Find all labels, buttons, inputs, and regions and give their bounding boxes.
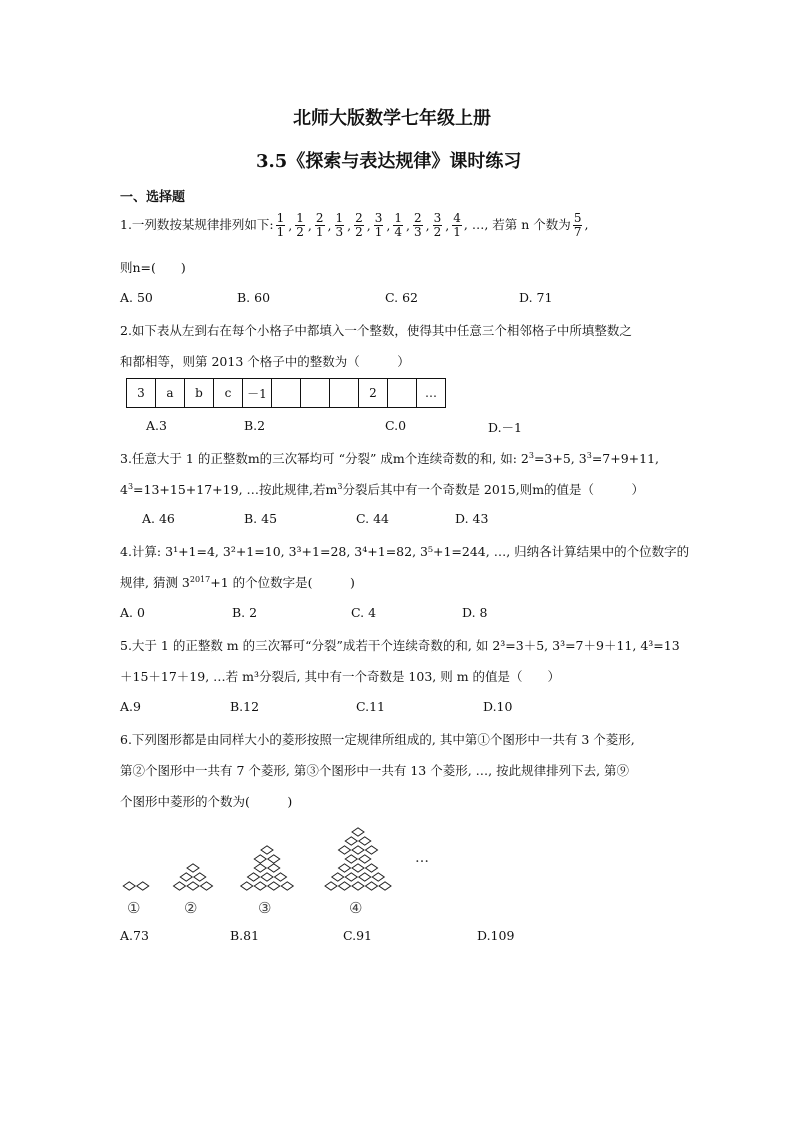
q1-end: ,	[584, 217, 589, 232]
rhombus-shape	[366, 864, 378, 872]
rhombus-shape	[187, 882, 199, 890]
rhombus-shape	[248, 873, 260, 881]
rhombus-shape	[180, 873, 192, 881]
rhombus-shape	[123, 882, 135, 890]
rhombus-shape	[345, 837, 357, 845]
rhombus-shape	[187, 864, 199, 872]
q5-option-a[interactable]: A.9	[120, 699, 141, 714]
section-heading: 一、选择题	[120, 190, 186, 205]
rhombus-shape	[261, 846, 273, 854]
rhombus-shape	[174, 882, 186, 890]
rhombus-shape	[352, 882, 364, 890]
q4-option-d[interactable]: D. 8	[462, 605, 488, 620]
q3-line1: 3.任意大于 1 的正整数m的三次幂均可 “分裂” 成m个连续奇数的和, 如: $2^3=3+5$, $3^3=7+9+11$,	[120, 450, 660, 466]
grid-cell: 2	[359, 379, 388, 408]
q5-option-b[interactable]: B.12	[230, 699, 260, 714]
rhombus-shape	[372, 873, 384, 881]
q1-target-fraction: $\frac{5}{7}$	[573, 211, 582, 239]
q6-option-d[interactable]: D.109	[477, 928, 515, 943]
rhombus-shape	[366, 846, 378, 854]
rhombus-shape	[268, 882, 280, 890]
rhombus-shape	[254, 882, 266, 890]
q6-option-c[interactable]: C.91	[343, 928, 372, 943]
q1-option-d[interactable]: D. 71	[519, 290, 553, 305]
rhombus-shape	[352, 846, 364, 854]
q1-fraction: $\frac{2}{2}$	[355, 211, 363, 239]
q4-line1: 4.计算: 3¹+1=4, 3²+1=10, 3³+1=28, 3⁴+1=82, 3⁵+1=244, …, 归纳各计算结果中的个位数字的	[120, 544, 690, 559]
rhombus-shape	[345, 873, 357, 881]
q1-suffix: , …, 若第 n 个数为	[463, 217, 571, 232]
rhombus-shape	[137, 882, 149, 890]
rhombus-shape	[339, 864, 351, 872]
rhombus-shape	[281, 882, 293, 890]
q2-option-d[interactable]: D.－1	[488, 420, 523, 435]
q1-fraction: $\frac{1}{3}$	[335, 211, 344, 239]
q1-fraction: $\frac{3}{1}$	[374, 211, 383, 239]
q5-option-d[interactable]: D.10	[483, 699, 513, 714]
q5-line2: ＋15＋17＋19, …若 m³分裂后, 其中有一个奇数是 103, 则 m 的值是（ ）	[120, 669, 561, 684]
grid-cell: …	[417, 379, 446, 408]
grid-cell	[388, 379, 417, 408]
figure-caption-2: ②	[184, 899, 198, 917]
grid-cell: c	[214, 379, 243, 408]
q1-fraction: $\frac{2}{3}$	[414, 211, 422, 239]
grid-cell: a	[156, 379, 185, 408]
q3-line2: $4^3=13+15+17+19$, …按此规律,若$m^3$分裂后其中有一个奇数是 2015,则m的值是（ ）	[120, 481, 645, 497]
grid-cell	[330, 379, 359, 408]
q6-line3: 个图形中菱形的个数为( )	[120, 794, 293, 809]
q4-option-b[interactable]: B. 2	[232, 605, 258, 620]
rhombus-shape	[359, 837, 371, 845]
rhombus-shape	[261, 873, 273, 881]
q2-number-grid	[126, 378, 446, 408]
q2-option-c[interactable]: C.0	[385, 418, 407, 433]
figure-ellipsis: …	[415, 850, 429, 866]
page-title: 北师大版数学七年级上册	[293, 108, 491, 129]
q1-fraction: $\frac{4}{1}$	[453, 211, 461, 239]
grid-cell	[272, 379, 301, 408]
q1-fraction: $\frac{1}{1}$	[276, 211, 285, 239]
q2-option-b[interactable]: B.2	[244, 418, 266, 433]
q1-fraction: $\frac{1}{2}$	[296, 211, 304, 239]
rhombus-shape	[254, 855, 266, 863]
rhombus-shape	[352, 864, 364, 872]
q3-option-d[interactable]: D. 43	[455, 511, 489, 526]
grid-cell: 3	[127, 379, 156, 408]
q1-prefix: 1.一列数按某规律排列如下:	[120, 217, 274, 232]
rhombus-pattern-figure	[110, 815, 450, 920]
rhombus-shape	[339, 846, 351, 854]
q6-line2: 第②个图形中一共有 7 个菱形, 第③个图形中一共有 13 个菱形, …, 按此规律排列下去, 第⑨	[120, 763, 630, 778]
rhombus-shape	[268, 855, 280, 863]
q1-option-a[interactable]: A. 50	[120, 290, 153, 305]
q5-option-c[interactable]: C.11	[356, 699, 385, 714]
q2-line1: 2.如下表从左到右在每个小格子中都填入一个整数，使得其中任意三个相邻格子中所填整数之	[120, 323, 632, 338]
q1-fraction: $\frac{1}{4}$	[394, 211, 403, 239]
grid-cell: b	[185, 379, 214, 408]
rhombus-shape	[345, 855, 357, 863]
rhombus-shape	[379, 882, 391, 890]
q6-line1: 6.下列图形都是由同样大小的菱形按照一定规律所组成的, 其中第①个图形中一共有 3 个菱形,	[120, 732, 635, 747]
q2-option-a[interactable]: A.3	[146, 418, 167, 433]
figure-caption-3: ③	[258, 899, 272, 917]
q6-option-a[interactable]: A.73	[120, 928, 149, 943]
rhombus-shape	[332, 873, 344, 881]
q1-option-b[interactable]: B. 60	[237, 290, 271, 305]
rhombus-shape	[366, 882, 378, 890]
rhombus-shape	[339, 882, 351, 890]
rhombus-shape	[275, 873, 287, 881]
question-1	[120, 212, 588, 239]
rhombus-shape	[325, 882, 337, 890]
rhombus-shape	[352, 828, 364, 836]
rhombus-shape	[241, 882, 253, 890]
q1-fraction: $\frac{3}{2}$	[433, 211, 442, 239]
q2-line2: 和都相等，则第 2013 个格子中的整数为（ ）	[120, 354, 410, 369]
rhombus-figures	[123, 828, 391, 890]
q6-option-b[interactable]: B.81	[230, 928, 260, 943]
q3-option-b[interactable]: B. 45	[244, 511, 278, 526]
page-subtitle: 3.5《探索与表达规律》课时练习	[256, 151, 522, 172]
q1-fraction: $\frac{2}{1}$	[315, 211, 324, 239]
q4-option-c[interactable]: C. 4	[351, 605, 377, 620]
rhombus-shape	[201, 882, 213, 890]
figure-caption-4: ④	[349, 899, 363, 917]
q4-option-a[interactable]: A. 0	[120, 605, 145, 620]
grid-cell	[301, 379, 330, 408]
rhombus-shape	[268, 864, 280, 872]
rhombus-shape	[194, 873, 206, 881]
q1-line2: 则n=( )	[120, 260, 186, 275]
rhombus-shape	[359, 873, 371, 881]
figure-caption-1: ①	[127, 899, 141, 917]
grid-cell: －1	[243, 379, 272, 408]
q3-option-c[interactable]: C. 44	[356, 511, 389, 526]
rhombus-shape	[359, 855, 371, 863]
q1-option-c[interactable]: C. 62	[385, 290, 418, 305]
q3-option-a[interactable]: A. 46	[142, 511, 175, 526]
rhombus-shape	[254, 864, 266, 872]
q5-line1: 5.大于 1 的正整数 m 的三次幂可“分裂”成若干个连续奇数的和, 如 2³=3＋5, 3³=7＋9＋11, 4³=13	[120, 638, 680, 653]
q1-fraction-list: $\frac{1}{1}$ , $\frac{1}{2}$ , $\frac{2}{1}$ , $\frac{1}{3}$ , $\frac{2}{2}$ , $\frac{3}{1}$ , $\frac{1}{4}$ , $\frac{2}{3}$ , $\frac{3}{2}$ , $\frac{4}{1}$	[276, 211, 461, 239]
q4-line2: 规律, 猜测 $3^{2017}+1$ 的个位数字是( )	[120, 574, 355, 590]
